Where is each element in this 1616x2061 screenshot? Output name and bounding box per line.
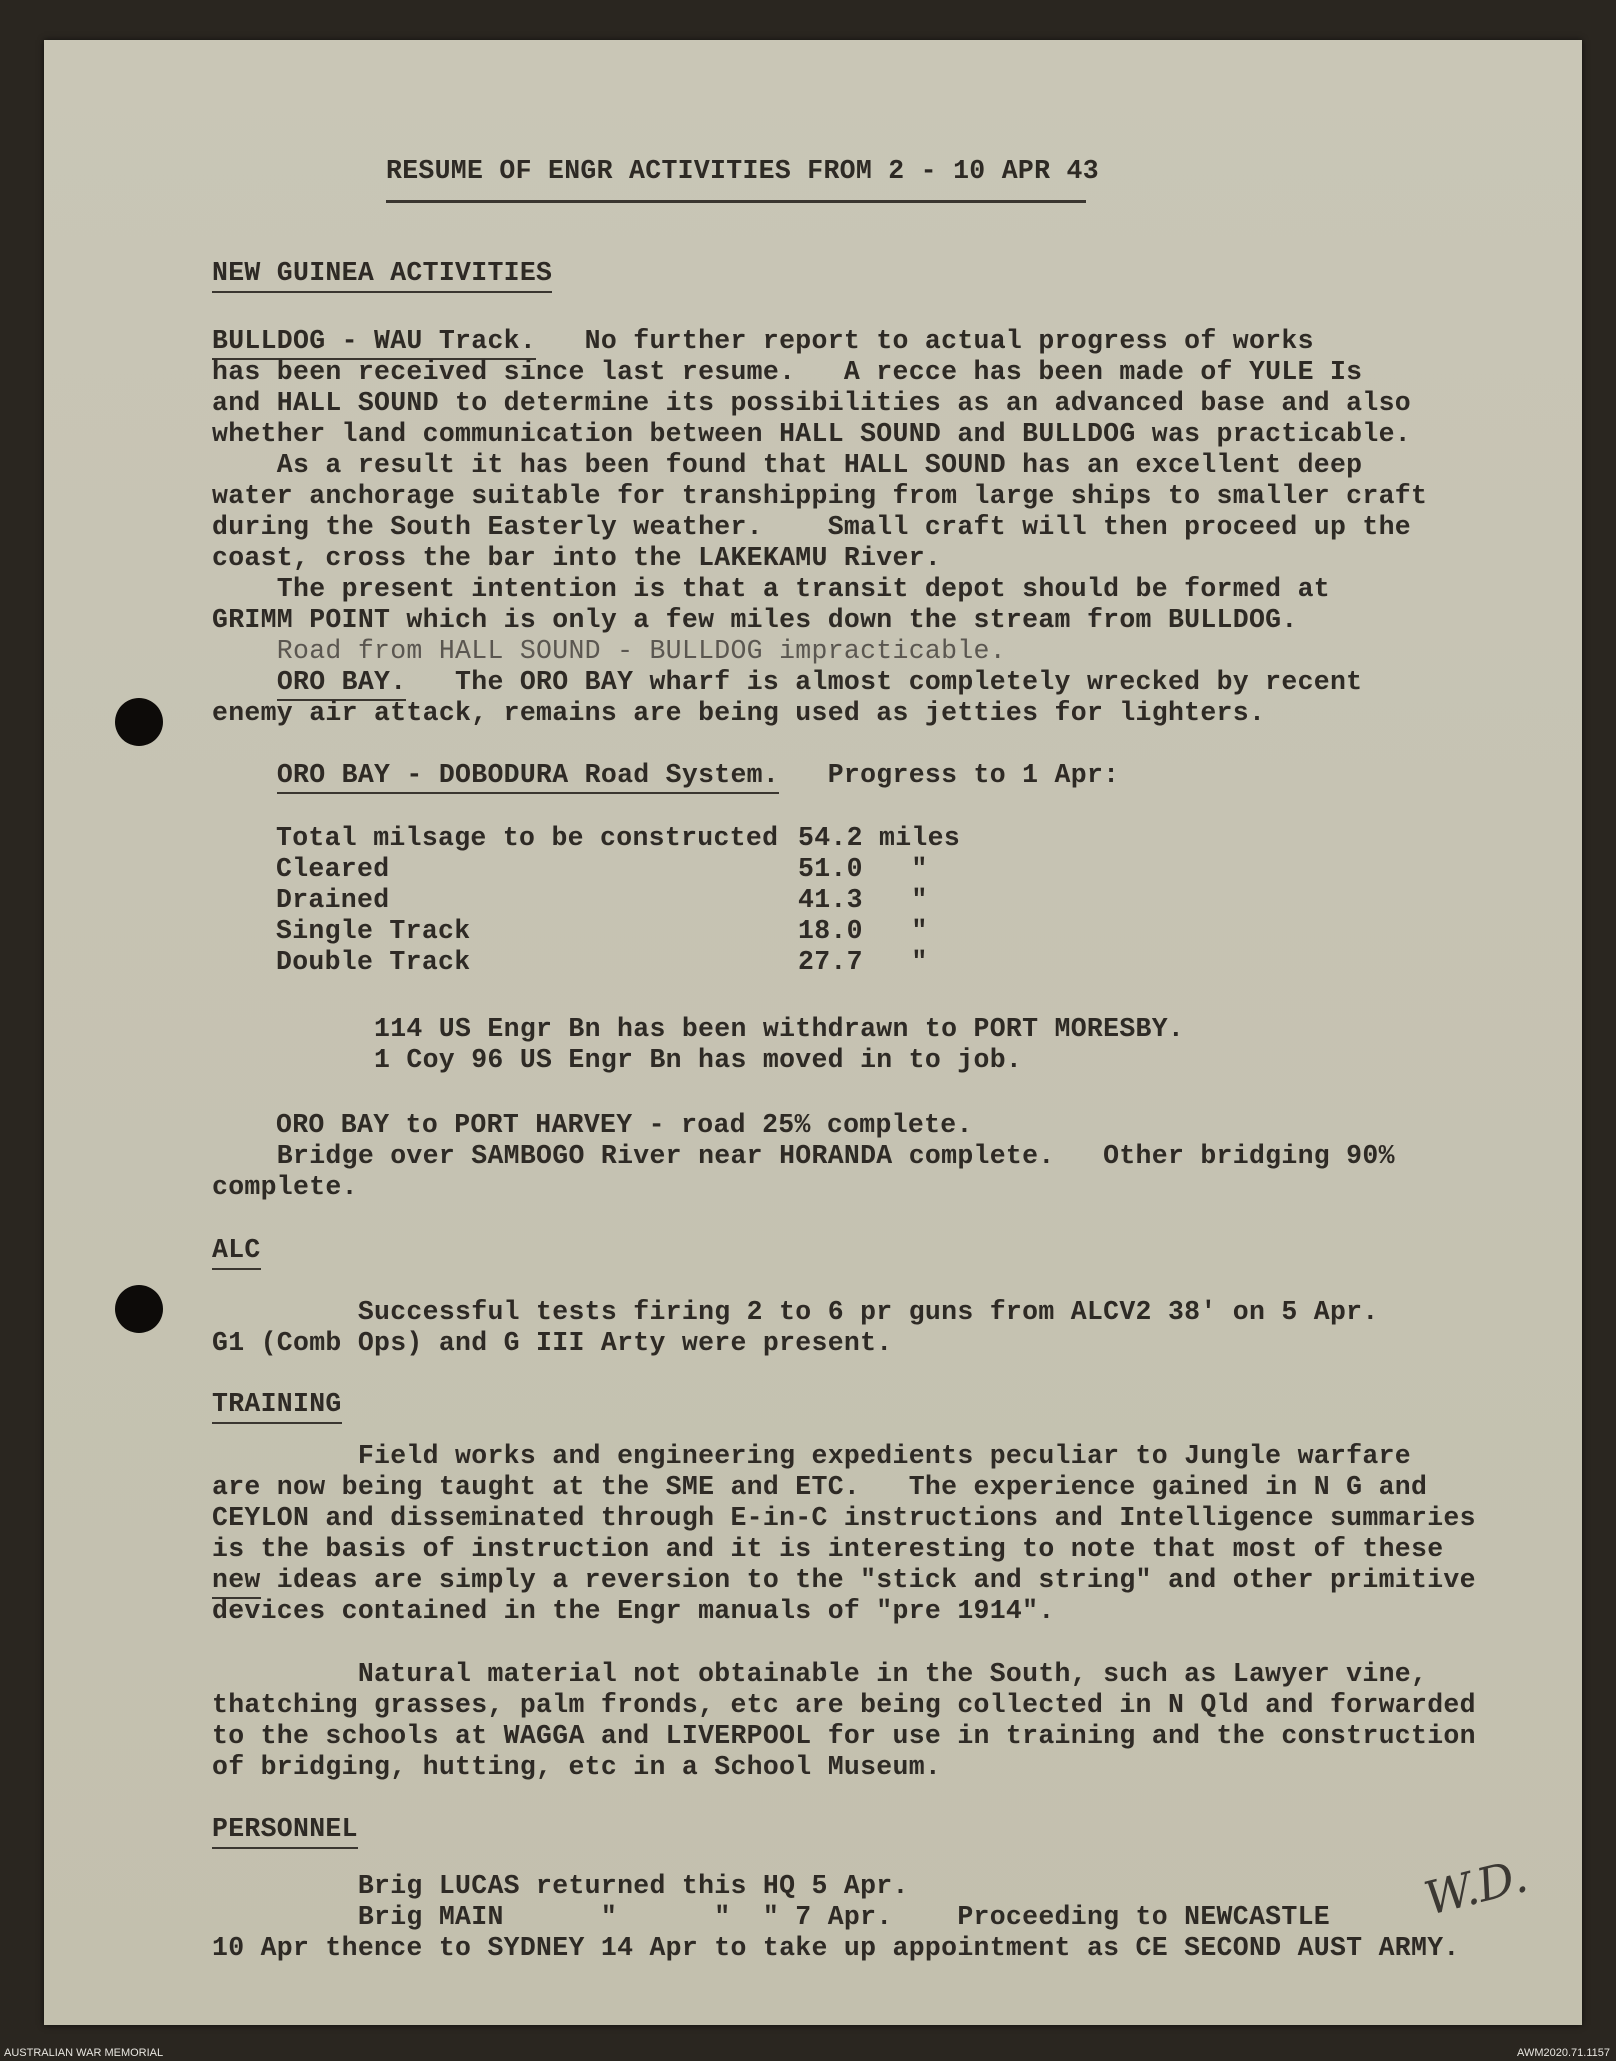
training-p1-line-3: CEYLON and disseminated through E-in-C instructions and Intelligence summaries [212,1503,1476,1533]
progress-value: 18.0 " [798,916,928,946]
bulldog-heading: BULLDOG - WAU Track. [212,326,536,360]
training-p1-line-1: Field works and engineering expedients peculiar to Jungle warfare [212,1441,1411,1471]
result-line-2: water anchorage suitable for transhipping from large ships to smaller craft [212,481,1428,511]
progress-value: 27.7 " [798,947,928,977]
progress-label: Cleared [276,854,390,884]
intent-line-2: GRIMM POINT which is only a few miles down the stream from BULLDOG. [212,605,1298,635]
training-p2-line-1: Natural material not obtainable in the South, such as Lawyer vine, [212,1659,1428,1689]
footer-right: AWM2020.71.1157 [1517,2047,1610,2059]
title-underline [386,200,1086,203]
progress-value: 41.3 " [798,885,928,915]
alc-line-2: G1 (Comb Ops) and G III Arty were present. [212,1328,893,1358]
training-p1-line-5-rest: ideas are simply a reversion to the "stick and string" and other primitive [260,1565,1476,1595]
result-line-3: during the South Easterly weather. Small craft will then proceed up the [212,512,1411,542]
result-line-1: As a result it has been found that HALL SOUND has an excellent deep [212,450,1363,480]
personnel-line-2: Brig MAIN " " " 7 Apr. Proceeding to NEWCASTLE [212,1902,1330,1932]
personnel-line-1: Brig LUCAS returned this HQ 5 Apr. [212,1871,909,1901]
oro-bay-heading: ORO BAY. [277,667,407,701]
bulldog-line-1-rest: No further report to actual progress of works [536,326,1314,356]
training-p2-line-4: of bridging, hutting, etc in a School Museum. [212,1752,942,1782]
handwritten-initials: W.D. [1419,1848,1533,1926]
training-p2-line-2: thatching grasses, palm fronds, etc are being collected in N Qld and forwarded [212,1690,1476,1720]
new-underlined: new [212,1565,261,1599]
section-heading-new-guinea: NEW GUINEA ACTIVITIES [212,258,552,293]
bulldog-line-1 [212,326,1314,357]
training-p1-line-5 [212,1565,1476,1596]
road-impracticable-note: Road from HALL SOUND - BULLDOG impracticable. [212,636,1006,666]
footer-left: AUSTRALIAN WAR MEMORIAL [4,2047,164,2059]
training-p1-line-4: is the basis of instruction and it is interesting to note that most of these [212,1534,1444,1564]
withdrawn-line: 114 US Engr Bn has been withdrawn to PORT MORESBY. [374,1014,1185,1044]
training-p1-line-2: are now being taught at the SME and ETC. The experience gained in N G and [212,1472,1428,1502]
training-p1-line-6: devices contained in the Engr manuals of "pre 1914". [212,1596,1055,1626]
road-system-rest: Progress to 1 Apr: [779,760,1120,790]
progress-value: 51.0 " [798,854,928,884]
oro-line-2: enemy air attack, remains are being used as jetties for lighters. [212,698,1266,728]
alc-line-1: Successful tests firing 2 to 6 pr guns from ALCV2 38' on 5 Apr. [212,1297,1379,1327]
progress-label: Single Track [276,916,471,946]
section-heading-personnel: PERSONNEL [212,1814,358,1849]
road-system-heading: ORO BAY - DOBODURA Road System. [277,760,779,794]
bridge-line-1: Bridge over SAMBOGO River near HORANDA complete. Other bridging 90% [212,1141,1395,1171]
punch-hole-top [115,698,163,746]
port-harvey-line: ORO BAY to PORT HARVEY - road 25% complete. [276,1110,973,1140]
section-heading-training: TRAINING [212,1389,342,1424]
document-title: RESUME OF ENGR ACTIVITIES FROM 2 - 10 APR 43 [386,156,1099,186]
training-p2-line-3: to the schools at WAGGA and LIVERPOOL for use in training and the construction [212,1721,1476,1751]
progress-label: Drained [276,885,390,915]
oro-line-1-rest: The ORO BAY wharf is almost completely wrecked by recent [406,667,1363,697]
oro-line-1 [212,667,1362,698]
bulldog-line-2: has been received since last resume. A recce has been made of YULE Is [212,357,1363,387]
punch-hole-bottom [115,1285,163,1333]
bridge-line-2: complete. [212,1172,358,1202]
result-line-4: coast, cross the bar into the LAKEKAMU River. [212,543,942,573]
bulldog-line-4: whether land communication between HALL SOUND and BULLDOG was practicable. [212,419,1411,449]
progress-value: 54.2 miles [798,823,961,853]
section-heading-alc: ALC [212,1235,261,1270]
intent-line-1: The present intention is that a transit depot should be formed at [212,574,1330,604]
road-system-line [212,760,1119,791]
bulldog-line-3: and HALL SOUND to determine its possibilities as an advanced base and also [212,388,1411,418]
moved-line: 1 Coy 96 US Engr Bn has moved in to job. [374,1045,1023,1075]
progress-label: Double Track [276,947,471,977]
progress-label: Total milsage to be constructed [276,823,779,853]
personnel-line-3: 10 Apr thence to SYDNEY 14 Apr to take up appointment as CE SECOND AUST ARMY. [212,1933,1460,1963]
